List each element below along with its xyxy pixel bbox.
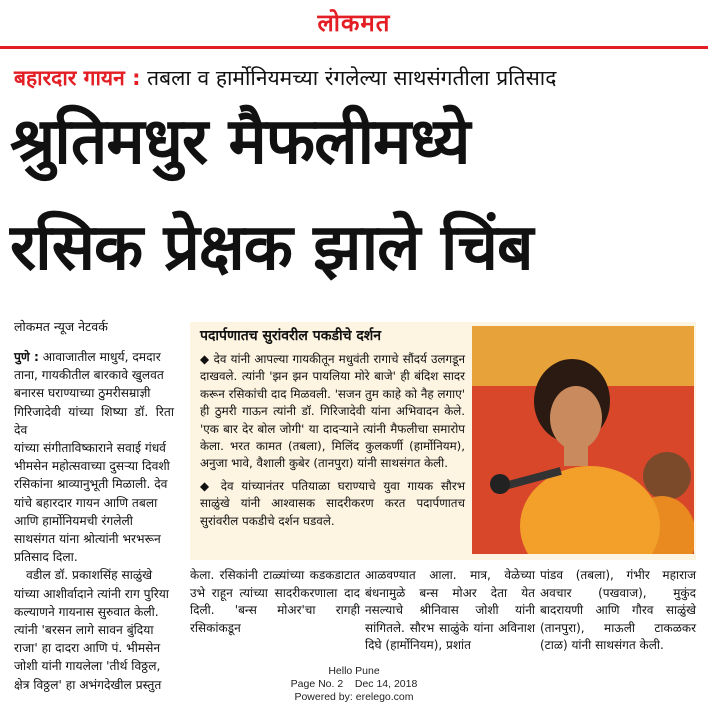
sidebar-paragraph-2: ◆ देव यांच्यानंतर पतियाळा घराण्याचे युवा गायक सौरभ साळुंखे यांनी आश्वासक सादरीकरण करत पदार्पणातच सुरांवरील पकडीचे दर्शन घडवले. [200,478,465,528]
sidebar-heading: पदार्पणातच सुरांवरील पकडीचे दर्शन [200,328,382,344]
text-line: आणि हार्मोनियमची रंगलेली [14,513,133,528]
footer-page-date: Page No. 2 Dec 14, 2018 [290,678,418,690]
text-line: साथसंगत यांना श्रोत्यांनी भरभरून [14,532,161,547]
text-line: बनारस घराण्याच्या ठुमरीसम्राज्ञी [14,386,151,401]
text-line: गिरिजादेवी यांच्या शिष्या डॉ. रिता देव [14,404,174,437]
sidebar-text [200,351,465,535]
kicker-text: तबला व हार्मोनियमच्या रंगलेल्या साथसंगतीला प्रतिसाद [147,66,557,90]
newspaper-logo: लोकमत [317,8,391,37]
text-line: त्यांनी 'बरसन लागे सावन बुंदिया [14,623,154,638]
singer-illustration [472,326,694,554]
text-line: जोशी यांनी गायलेला 'तीर्थ विठ्ठल, [14,659,161,674]
text-line: क्षेत्र विठ्ठल' हा अभंगदेखील प्रस्तुत [14,677,162,692]
singer-photo [472,326,694,554]
sidebar-paragraph-1: ◆ देव यांनी आपल्या गायकीतून मधुवंती रागाचे सौंदर्य उलगडून दाखवले. त्यांनी 'झन झन पायलिया मोरे बाजे' ही बंदिश सादर करून रसिकांची दाद मिळवली. 'सजन तुम काहे को नैह लगाए' ही ठुमरी गाऊन त्यांनी डॉ. गिरिजादेवी यांना अभिवादन केले. 'एक बार देर बोल जोगी' या दादऱ्याने त्यांनी मैफलीचा समारोप केला. भरत कामत (तबला), मिलिंद कुलकर्णी (हार्मोनियम), अनुजा भावे, वैशाली कुबेर (तानपुरा) यांनी साथसंगत केली. [200,352,465,471]
text-line: ताना, गायकीतील बारकावे खुलवत [14,368,164,383]
headline-line-2: रसिक प्रेक्षक झाले चिंब [10,211,533,285]
headline-line-1: श्रुतिमधुर मैफलीमध्ये [10,105,470,179]
text-line: प्रतिसाद दिला. [14,550,78,565]
text-line: रसिकांना श्राव्यानुभूती मिळाली. देव [14,477,168,492]
dateline: पुणे : [14,350,39,364]
byline: लोकमत न्यूज नेटवर्क [14,319,108,334]
text-line: वडील डॉ. प्रकाशसिंह साळुंखे [26,568,153,583]
text-line: कल्याणने गायनास सुरुवात केली. [14,604,159,619]
article-column-3: आळवण्यात आला. मात्र, वेळेच्या बंधनामुळे बन्स मोअर देता येत नसल्याचे श्रीनिवास जोशी यांनी सांगितले. सौरभ साळुंके यांना अविनाश दिघे (हार्मोनियम), प्रशांत [365,568,535,653]
text-line: यांचे बहारदार गायन आणि तबला [14,495,158,510]
article-column-4: पांडव (तबला), गंभीर महाराज अवचार (पखवाज), मुकुंद बादरायणी आणि गौरव साळुंखे (तानपुरा), माऊली टाकळकर (टाळ) यांनी साथसंगत केली. [540,568,696,653]
kicker [14,64,556,92]
footer-powered-by: Powered by: erelego.com [294,691,414,703]
text-line: भीमसेन महोत्सवाच्या दुसऱ्या दिवशी [14,459,170,474]
footer-publication: Hello Pune [328,665,380,677]
text-line: आवाजातील माधुर्य, दमदार [42,350,161,364]
text-line: राजा' हा दादरा आणि पं. भीमसेन [14,641,161,656]
text-line: यांच्या संगीताविष्काराने सवाई गंधर्व [14,441,166,456]
page-footer [0,665,708,704]
article-column-2: केला. रसिकांनी टाळ्यांच्या कडकडाटात उभे राहून त्यांच्या सादरीकरणाला दाद दिली. 'बन्स मोअर'चा रागही रसिकांकडून [190,568,360,635]
text-line: यांच्या आशीर्वादाने त्यांनी राग पुरिया [14,586,169,601]
kicker-label: बहारदार गायन : [14,66,141,90]
article-column-1 [14,348,174,694]
